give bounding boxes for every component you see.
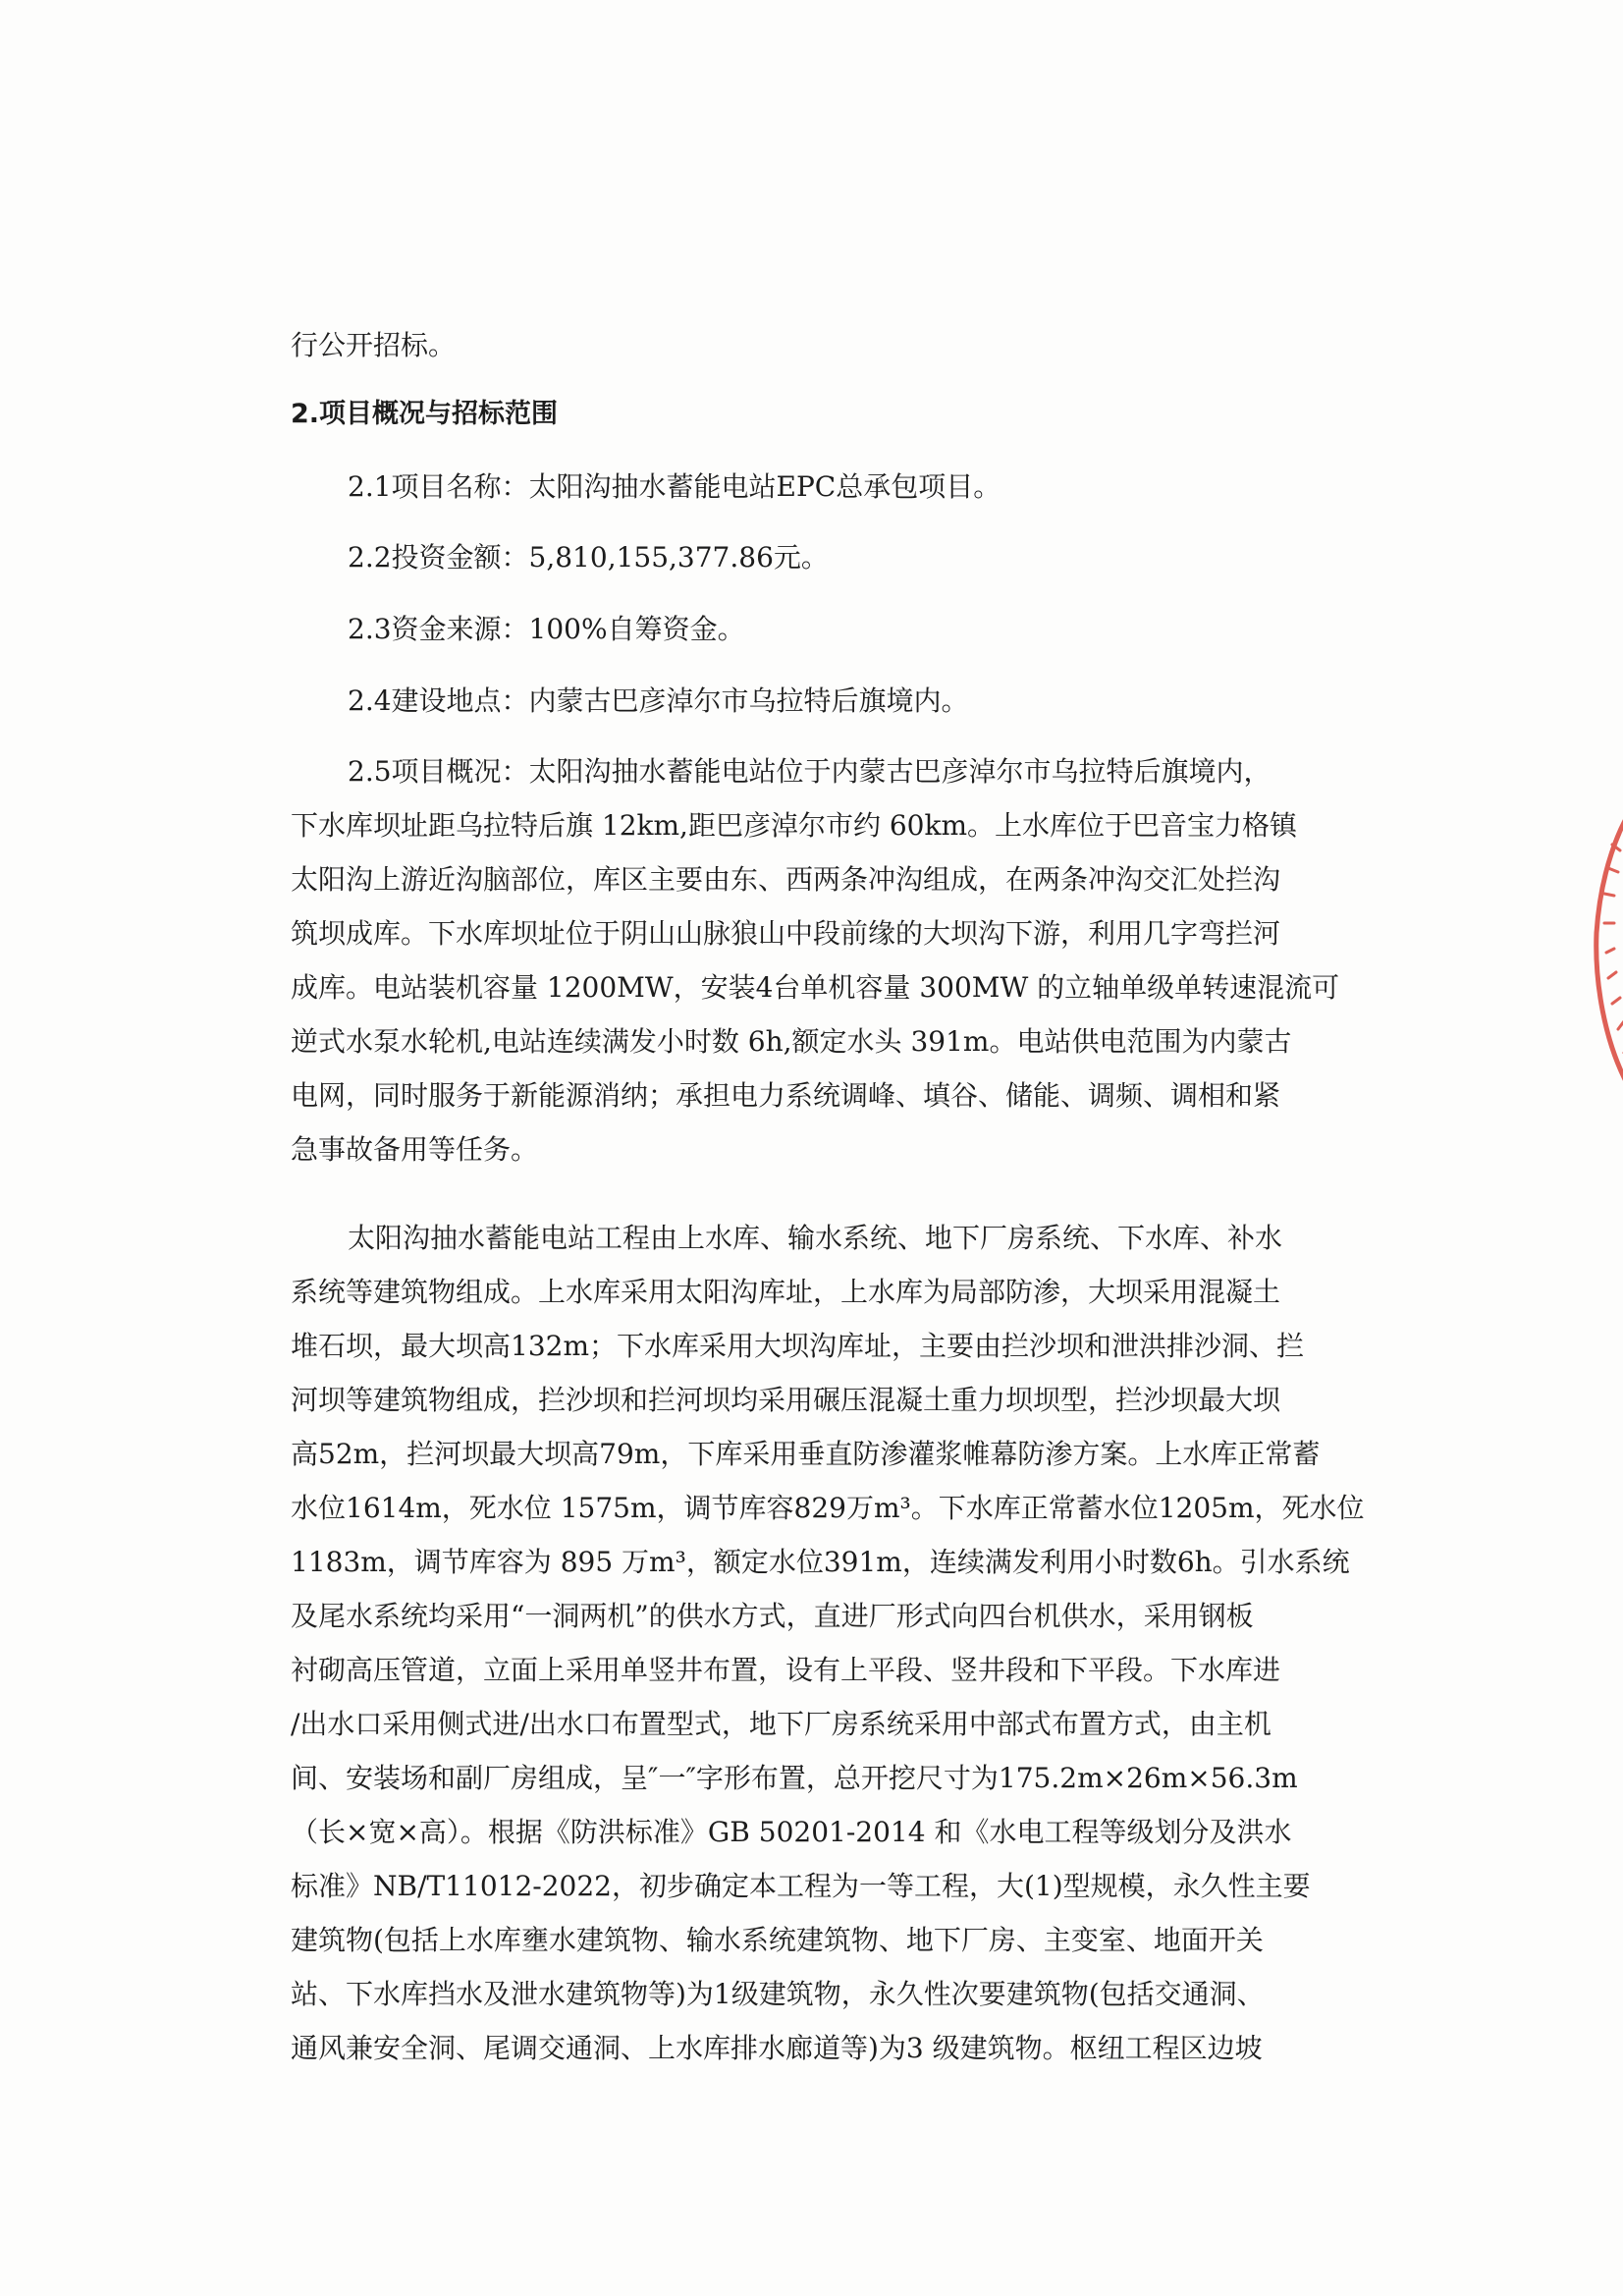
description-line: 标准》NB/T11012-2022，初步确定本工程为一等工程，大(1)型规模，永久性主要 [291,1870,1311,1902]
description-line: 高52m，拦河坝最大坝高79m，下库采用垂直防渗灌浆帷幕防渗方案。上水库正常蓄 [291,1438,1321,1470]
overview-line: 急事故备用等任务。 [291,1133,539,1166]
description-line: 间、安装场和副厂房组成，呈″一″字形布置，总开挖尺寸为175.2m×26m×56.3m [291,1762,1298,1794]
overview-line: 电网，同时服务于新能源消纳；承担电力系统调峰、填谷、储能、调频、调相和紧 [291,1079,1281,1112]
project-name-item: 2.1项目名称：太阳沟抽水蓄能电站EPC总承包项目。 [348,470,1001,503]
description-line: 1183m，调节库容为 895 万m³，额定水位391m，连续满发利用小时数6h。引水系统 [291,1546,1350,1578]
description-line: 堆石坝，最大坝高132m；下水库采用大坝沟库址，主要由拦沙坝和泄洪排沙洞、拦 [291,1330,1304,1362]
description-line: 建筑物(包括上水库壅水建筑物、输水系统建筑物、地下厂房、主变室、地面开关 [291,1924,1264,1956]
description-line: 通风兼安全洞、尾调交通洞、上水库排水廊道等)为3 级建筑物。枢纽工程区边坡 [291,2032,1263,2064]
description-line: 衬砌高压管道，立面上采用单竖井布置，设有上平段、竖井段和下平段。下水库进 [291,1654,1281,1686]
description-line: 太阳沟抽水蓄能电站工程由上水库、输水系统、地下厂房系统、下水库、补水 [348,1222,1283,1254]
overview-line: 筑坝成库。下水库坝址位于阴山山脉狼山中段前缘的大坝沟下游，利用几字弯拦河 [291,917,1281,950]
construction-site-item: 2.4建设地点：内蒙古巴彦淖尔市乌拉特后旗境内。 [348,684,969,717]
overview-line: 成库。电站装机容量 1200MW，安装4台单机容量 300MW 的立轴单级单转速混流可 [291,971,1340,1004]
description-line: 河坝等建筑物组成，拦沙坝和拦河坝均采用碾压混凝土重力坝坝型，拦沙坝最大坝 [291,1384,1281,1416]
description-line: /出水口采用侧式进/出水口布置型式，地下厂房系统采用中部式布置方式，由主机 [291,1708,1271,1740]
description-line: （长×宽×高）。根据《防洪标准》GB 50201-2014 和《水电工程等级划分及洪水 [291,1816,1292,1848]
fund-source-item: 2.3资金来源：100%自筹资金。 [348,613,745,645]
section-heading: 2.项目概况与招标范围 [291,399,559,429]
seal-stamp-fragment [1583,786,1623,1100]
description-line: 系统等建筑物组成。上水库采用太阳沟库址，上水库为局部防渗，大坝采用混凝土 [291,1276,1281,1308]
investment-amount-item: 2.2投资金额：5,810,155,377.86元。 [348,541,829,574]
overview-line: 太阳沟上游近沟脑部位，库区主要由东、西两条冲沟组成，在两条冲沟交汇处拦沟 [291,863,1281,896]
overview-line: 下水库坝址距乌拉特后旗 12km,距巴彦淖尔市约 60km。上水库位于巴音宝力格镇 [291,809,1297,842]
description-line: 及尾水系统均采用“一洞两机”的供水方式，直进厂形式向四台机供水，采用钢板 [291,1600,1254,1632]
continuation-line: 行公开招标。 [291,329,457,361]
description-line: 水位1614m，死水位 1575m，调节库容829万m³。下水库正常蓄水位1205m，死水位 [291,1492,1365,1524]
overview-line: 2.5项目概况：太阳沟抽水蓄能电站位于内蒙古巴彦淖尔市乌拉特后旗境内， [348,755,1271,788]
overview-line: 逆式水泵水轮机,电站连续满发小时数 6h,额定水头 391m。电站供电范围为内蒙古 [291,1025,1292,1058]
description-line: 站、下水库挡水及泄水建筑物等)为1级建筑物，永久性次要建筑物(包括交通洞、 [291,1978,1265,2010]
